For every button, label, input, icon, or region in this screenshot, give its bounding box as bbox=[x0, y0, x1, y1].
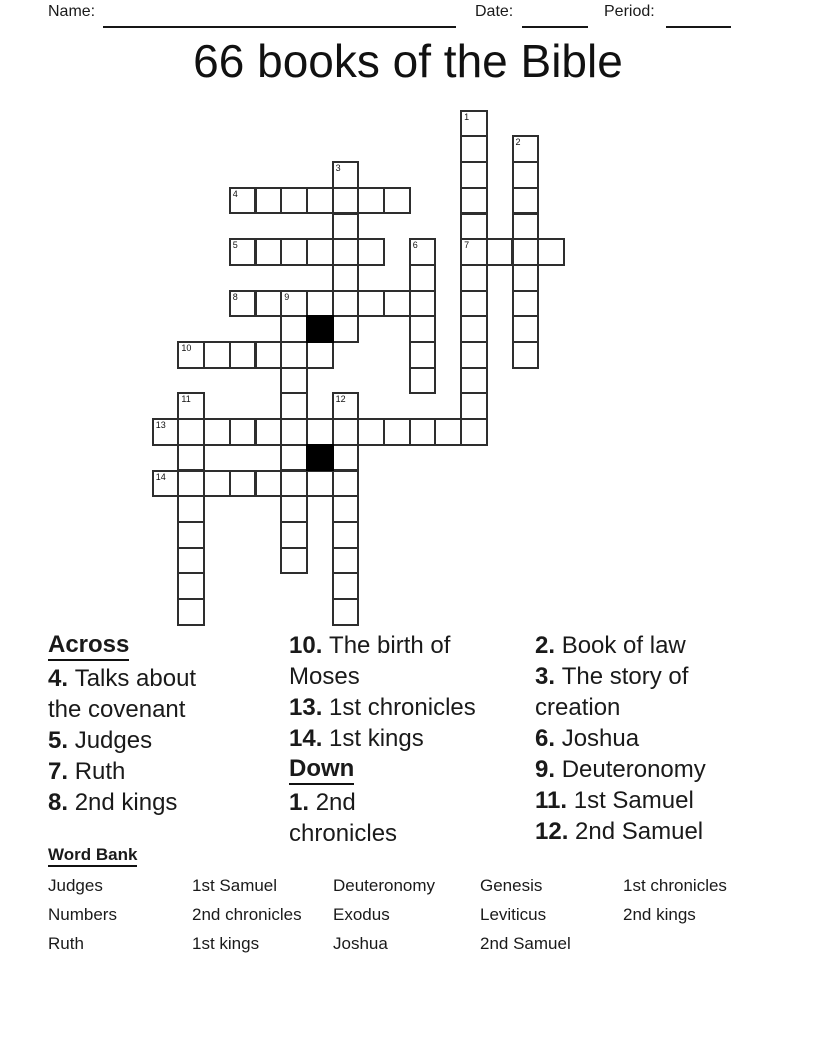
crossword-cell[interactable] bbox=[512, 213, 540, 241]
crossword-cell[interactable] bbox=[460, 213, 488, 241]
clue-text: 12. 2nd Samuel bbox=[535, 818, 704, 845]
word-bank-row bbox=[48, 905, 788, 934]
crossword-cell[interactable] bbox=[177, 572, 205, 600]
word-bank-item: 1st chronicles bbox=[623, 876, 727, 895]
crossword-cell[interactable] bbox=[280, 290, 308, 318]
crossword-cell[interactable] bbox=[512, 238, 540, 266]
word-bank-item: Genesis bbox=[480, 876, 543, 895]
word-bank-item: Judges bbox=[48, 876, 103, 895]
clue-text: 3. The story of bbox=[535, 663, 689, 690]
crossword-cell[interactable] bbox=[332, 444, 360, 472]
clue-number-label: 8. bbox=[48, 789, 75, 816]
crossword-cell[interactable] bbox=[177, 470, 205, 498]
crossword-cell[interactable] bbox=[383, 418, 411, 446]
crossword-cell[interactable] bbox=[203, 341, 231, 369]
clue-number-label: 13. bbox=[289, 694, 330, 721]
clue-number-label: 14. bbox=[289, 725, 330, 752]
crossword-cell[interactable] bbox=[332, 470, 360, 498]
word-bank-item: 2nd kings bbox=[623, 905, 696, 924]
crossword-cell[interactable] bbox=[280, 315, 308, 343]
crossword-cell[interactable] bbox=[255, 418, 283, 446]
crossword-cell[interactable] bbox=[460, 367, 488, 395]
crossword-cell[interactable] bbox=[280, 418, 308, 446]
clue-text: 11. 1st Samuel bbox=[535, 787, 694, 814]
crossword-cell[interactable] bbox=[332, 598, 360, 626]
clues-column-down bbox=[535, 630, 816, 847]
clue-text: 9. Deuteronomy bbox=[535, 756, 706, 783]
crossword-cell[interactable] bbox=[229, 238, 257, 266]
clue-text: 6. Joshua bbox=[535, 725, 640, 752]
crossword-cell[interactable] bbox=[383, 187, 411, 215]
crossword-cell[interactable] bbox=[409, 315, 437, 343]
crossword-cell[interactable] bbox=[177, 444, 205, 472]
page-title: 66 books of the Bible bbox=[193, 35, 623, 87]
crossword-cell[interactable] bbox=[255, 238, 283, 266]
clue-number: 6 bbox=[412, 240, 418, 251]
crossword-cell[interactable] bbox=[280, 367, 308, 395]
crossword-cell[interactable] bbox=[409, 264, 437, 292]
clue-text: Moses bbox=[289, 663, 360, 690]
crossword-cell[interactable] bbox=[306, 341, 334, 369]
clue-section-heading: Down bbox=[289, 754, 354, 785]
crossword-cell[interactable] bbox=[486, 238, 514, 266]
crossword-cell[interactable] bbox=[332, 238, 360, 266]
crossword-cell[interactable] bbox=[255, 341, 283, 369]
crossword-cell[interactable] bbox=[306, 187, 334, 215]
clue-number-label: 11. bbox=[535, 787, 574, 814]
word-bank-item: Joshua bbox=[333, 934, 388, 953]
crossword-cell[interactable] bbox=[460, 392, 488, 420]
crossword-cell[interactable] bbox=[332, 392, 360, 420]
clue-number-label: 7. bbox=[48, 758, 75, 785]
crossword-cell[interactable] bbox=[177, 418, 205, 446]
crossword-cell[interactable] bbox=[409, 341, 437, 369]
clue-number-label: 4. bbox=[48, 665, 75, 692]
clue-number-label: 6. bbox=[535, 725, 562, 752]
crossword-cell[interactable] bbox=[460, 110, 488, 138]
name-label: Name: bbox=[48, 3, 96, 20]
crossword-cell[interactable] bbox=[306, 470, 334, 498]
clue-number: 13 bbox=[155, 420, 166, 431]
crossword-cell[interactable] bbox=[460, 238, 488, 266]
word-bank-item: Exodus bbox=[333, 905, 390, 924]
crossword-cell[interactable] bbox=[409, 238, 437, 266]
crossword-cell[interactable] bbox=[177, 598, 205, 626]
crossword-cell[interactable] bbox=[460, 418, 488, 446]
blocked-cell bbox=[306, 315, 334, 343]
crossword-cell[interactable] bbox=[177, 495, 205, 523]
crossword-cell[interactable] bbox=[152, 470, 180, 498]
word-bank-item: 2nd chronicles bbox=[192, 905, 302, 924]
crossword-cell[interactable] bbox=[512, 161, 540, 189]
crossword-cell[interactable] bbox=[203, 418, 231, 446]
clue-number: 12 bbox=[335, 394, 346, 405]
word-bank-item: Leviticus bbox=[480, 905, 547, 924]
crossword-cell[interactable] bbox=[460, 290, 488, 318]
crossword-cell[interactable] bbox=[357, 290, 385, 318]
clue-number: 4 bbox=[232, 188, 238, 199]
crossword-cell[interactable] bbox=[177, 392, 205, 420]
crossword-cell[interactable] bbox=[332, 521, 360, 549]
clues-column-across bbox=[48, 630, 288, 818]
crossword-cell[interactable] bbox=[152, 418, 180, 446]
clue-text: 13. 1st chronicles bbox=[289, 694, 476, 721]
word-bank-row bbox=[48, 934, 788, 963]
crossword-cell[interactable] bbox=[460, 135, 488, 163]
clue-text: 1. 2nd bbox=[289, 789, 356, 816]
crossword-cell[interactable] bbox=[280, 392, 308, 420]
clue-number-label: 5. bbox=[48, 727, 75, 754]
crossword-cell[interactable] bbox=[306, 238, 334, 266]
crossword-cell[interactable] bbox=[255, 470, 283, 498]
crossword-cell[interactable] bbox=[280, 444, 308, 472]
crossword-cell[interactable] bbox=[357, 187, 385, 215]
crossword-cell[interactable] bbox=[460, 187, 488, 215]
crossword-cell[interactable] bbox=[280, 341, 308, 369]
clue-text: 14. 1st kings bbox=[289, 725, 424, 752]
clue-text: 2. Book of law bbox=[535, 632, 686, 659]
crossword-cell[interactable] bbox=[280, 238, 308, 266]
crossword-cell[interactable] bbox=[229, 187, 257, 215]
crossword-cell[interactable] bbox=[280, 521, 308, 549]
crossword-cell[interactable] bbox=[332, 213, 360, 241]
clue-text: creation bbox=[535, 694, 621, 721]
crossword-cell[interactable] bbox=[229, 290, 257, 318]
crossword-cell[interactable] bbox=[332, 315, 360, 343]
crossword-cell[interactable] bbox=[512, 264, 540, 292]
clue-number-label: 9. bbox=[535, 756, 562, 783]
word-bank-rows bbox=[48, 876, 788, 963]
crossword-cell[interactable] bbox=[460, 161, 488, 189]
crossword-cell[interactable] bbox=[332, 547, 360, 575]
crossword-cell[interactable] bbox=[409, 418, 437, 446]
crossword-cell[interactable] bbox=[177, 521, 205, 549]
crossword-cell[interactable] bbox=[512, 290, 540, 318]
clue-number: 5 bbox=[232, 240, 238, 251]
crossword-cell[interactable] bbox=[409, 290, 437, 318]
clue-text: 8. 2nd kings bbox=[48, 789, 178, 816]
crossword-cell[interactable] bbox=[332, 187, 360, 215]
crossword-cell[interactable] bbox=[280, 187, 308, 215]
crossword-cell[interactable] bbox=[306, 290, 334, 318]
clue-number: 3 bbox=[335, 163, 341, 174]
period-label: Period: bbox=[604, 3, 655, 20]
clue-number: 8 bbox=[232, 291, 238, 302]
crossword-cell[interactable] bbox=[512, 135, 540, 163]
crossword-cell[interactable] bbox=[255, 290, 283, 318]
crossword-cell[interactable] bbox=[203, 470, 231, 498]
date-label: Date: bbox=[475, 3, 514, 20]
clue-number: 2 bbox=[515, 137, 521, 148]
clue-text: the covenant bbox=[48, 696, 186, 723]
crossword-cell[interactable] bbox=[512, 187, 540, 215]
crossword-cell[interactable] bbox=[332, 572, 360, 600]
crossword-cell[interactable] bbox=[177, 341, 205, 369]
clue-text: 4. Talks about bbox=[48, 665, 197, 692]
word-bank-heading: Word Bank bbox=[48, 845, 137, 867]
clue-number-label: 3. bbox=[535, 663, 562, 690]
word-bank-row bbox=[48, 876, 788, 905]
crossword-cell[interactable] bbox=[357, 238, 385, 266]
clue-text: 5. Judges bbox=[48, 727, 153, 754]
crossword-cell[interactable] bbox=[512, 315, 540, 343]
crossword-cell[interactable] bbox=[229, 341, 257, 369]
word-bank-item: Ruth bbox=[48, 934, 84, 953]
clue-number: 10 bbox=[181, 343, 192, 353]
crossword-cell[interactable] bbox=[537, 238, 565, 266]
word-bank-item: Deuteronomy bbox=[333, 876, 436, 895]
clue-number-label: 1. bbox=[289, 789, 316, 816]
crossword-cell[interactable] bbox=[229, 418, 257, 446]
clue-number: 14 bbox=[155, 471, 166, 482]
crossword-cell[interactable] bbox=[383, 290, 411, 318]
clue-number-label: 12. bbox=[535, 818, 576, 845]
crossword-cell[interactable] bbox=[255, 187, 283, 215]
crossword-cell[interactable] bbox=[460, 315, 488, 343]
crossword-cell[interactable] bbox=[357, 418, 385, 446]
crossword-cell[interactable] bbox=[280, 495, 308, 523]
clue-number: 1 bbox=[464, 111, 470, 122]
word-bank-item: 2nd Samuel bbox=[480, 934, 571, 953]
crossword-cell[interactable] bbox=[332, 495, 360, 523]
clues-column-middle bbox=[289, 630, 535, 849]
crossword-cell[interactable] bbox=[229, 470, 257, 498]
crossword-cell[interactable] bbox=[409, 367, 437, 395]
word-bank bbox=[48, 845, 788, 963]
crossword-cell[interactable] bbox=[332, 264, 360, 292]
clue-number: 9 bbox=[284, 291, 290, 302]
crossword-cell[interactable] bbox=[306, 418, 334, 446]
crossword-cell[interactable] bbox=[512, 341, 540, 369]
crossword-cell[interactable] bbox=[332, 418, 360, 446]
crossword-cell[interactable] bbox=[460, 264, 488, 292]
crossword-cell[interactable] bbox=[332, 290, 360, 318]
clue-number: 11 bbox=[181, 394, 191, 405]
clue-number-label: 2. bbox=[535, 632, 562, 659]
clue-number: 7 bbox=[464, 240, 470, 251]
word-bank-item: 1st Samuel bbox=[192, 876, 278, 895]
clue-text: 10. The birth of bbox=[289, 632, 451, 659]
crossword-cell[interactable] bbox=[332, 161, 360, 189]
blocked-cell bbox=[306, 444, 334, 472]
crossword-cell[interactable] bbox=[177, 547, 205, 575]
crossword-cell[interactable] bbox=[434, 418, 462, 446]
crossword-cell[interactable] bbox=[460, 341, 488, 369]
clue-text: 7. Ruth bbox=[48, 758, 126, 785]
crossword-cell[interactable] bbox=[280, 470, 308, 498]
clue-section-heading: Across bbox=[48, 630, 129, 661]
crossword-cell[interactable] bbox=[280, 547, 308, 575]
clue-text: chronicles bbox=[289, 820, 398, 847]
clue-number-label: 10. bbox=[289, 632, 330, 659]
word-bank-item: Numbers bbox=[48, 905, 117, 924]
word-bank-item: 1st kings bbox=[192, 934, 260, 953]
